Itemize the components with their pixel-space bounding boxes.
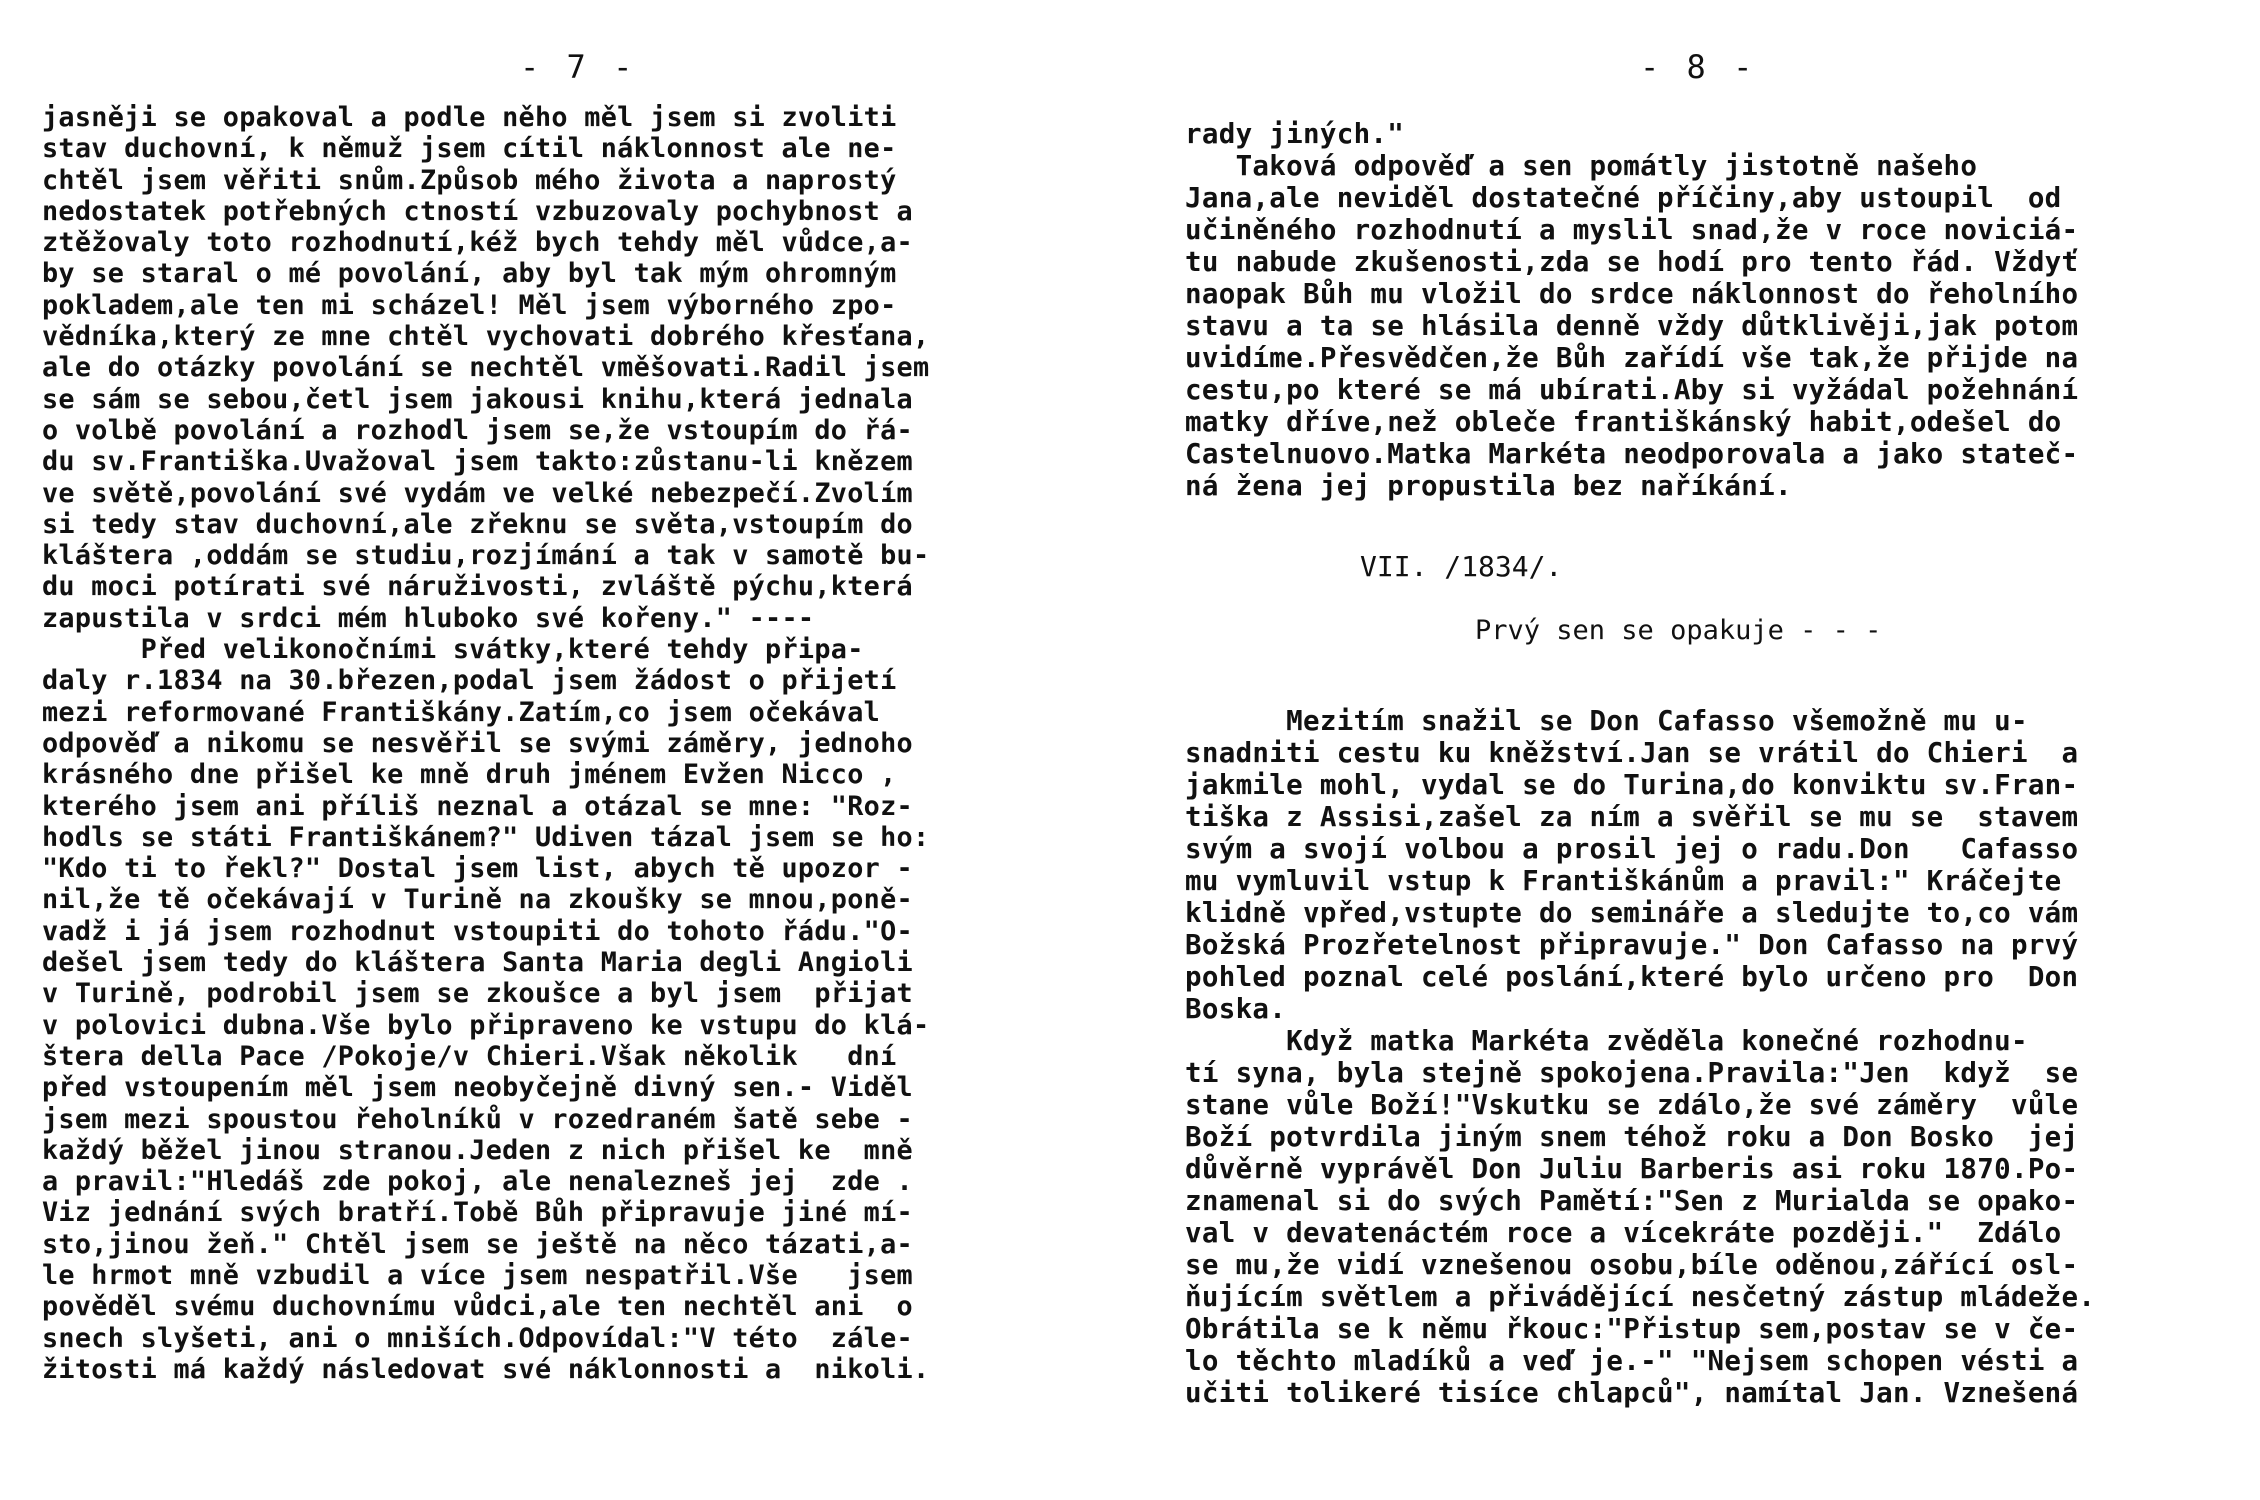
text-line: Obrátila se k němu řkouc:"Přistup sem,postav se v če-: [1185, 1313, 2079, 1345]
text-line: v Turině, podrobil jsem se zkoušce a byl jsem přijat: [42, 978, 913, 1010]
text-line: tiška z Assisi,zašel za ním a svěřil se mu se stavem: [1185, 801, 2079, 833]
text-line: Mezitím snažil se Don Cafasso všemožně mu u-: [1185, 705, 2028, 737]
text-line: důvěrně vyprávěl Don Juliu Barberis asi roku 1870.Po-: [1185, 1153, 2079, 1185]
text-line: nedostatek potřebných ctností vzbuzovaly pochybnost a: [42, 195, 913, 227]
right-page: [1130, 0, 2260, 1500]
text-line: hodls se státi Františkánem?" Udiven tázal jsem se ho:: [42, 821, 930, 853]
text-line: Viz jednání svých bratří.Tobě Bůh připravuje jiné mí-: [42, 1197, 913, 1229]
text-line: by se staral o mé povolání, aby byl tak mým ohromným: [42, 258, 897, 290]
text-line: stavu a ta se hlásila denně vždy důtklivěji,jak potom: [1185, 310, 2079, 342]
text-line: se mu,že vidí vznešenou osobu,bíle oděnou,zářící osl-: [1185, 1249, 2079, 1281]
text-line: ztěžovaly toto rozhodnutí,kéž bych tehdy měl vůdce,a-: [42, 227, 913, 259]
text-line: Taková odpověď a sen pomátly jistotně našeho: [1185, 150, 1978, 182]
text-line: jakmile mohl, vydal se do Turina,do konviktu sv.Fran-: [1185, 769, 2079, 801]
text-line: si tedy stav duchovní,ale zřeknu se světa,vstoupím do: [42, 508, 913, 540]
text-line: pohled poznal celé poslání,které bylo určeno pro Don: [1185, 961, 2079, 993]
text-line: stav duchovní, k němuž jsem cítil náklonnost ale ne-: [42, 133, 897, 165]
text-line: dešel jsem tedy do kláštera Santa Maria degli Angioli: [42, 947, 913, 979]
text-line: Jana,ale neviděl dostatečné příčiny,aby ustoupil od: [1185, 182, 2062, 214]
text-line: štera della Pace /Pokoje/v Chieri.Však několik dní: [42, 1040, 897, 1072]
text-line: naopak Bůh mu vložil do srdce náklonnost do řeholního: [1185, 278, 2079, 310]
text-line: snech slyšeti, ani o mniších.Odpovídal:"V této zále-: [42, 1322, 913, 1354]
chapter-heading: VII. /1834/.: [1360, 550, 1563, 583]
page-number: - 8 -: [1640, 48, 1757, 86]
text-line: vědníka,který ze mne chtěl vychovati dobrého křesťana,: [42, 321, 930, 353]
text-line: pokladem,ale ten mi scházel! Měl jsem výborného zpo-: [42, 289, 897, 321]
text-line: rady jiných.": [1185, 118, 1405, 150]
text-line: před vstoupením měl jsem neobyčejně divný sen.- Viděl: [42, 1072, 913, 1104]
text-line: svým a svojí volbou a prosil jej o radu.Don Cafasso: [1185, 833, 2079, 865]
text-line: jsem mezi spoustou řeholníků v rozedraném šatě sebe -: [42, 1103, 913, 1135]
text-line: du moci potírati své náruživosti, zvláště pýchu,která: [42, 571, 913, 603]
text-line: a pravil:"Hledáš zde pokoj, ale nenalezneš jej zde .: [42, 1166, 913, 1198]
text-line: o volbě povolání a rozhodl jsem se,že vstoupím do řá-: [42, 414, 913, 446]
text-line: Boska.: [1185, 993, 1287, 1025]
text-line: le hrmot mně vzbudil a více jsem nespatřil.Vše jsem: [42, 1259, 913, 1291]
text-line: znamenal si do svých Pamětí:"Sen z Murialda se opako-: [1185, 1185, 2079, 1217]
text-line: Boží potvrdila jiným snem téhož roku a Don Bosko jej: [1185, 1121, 2079, 1153]
text-line: mezi reformované Františkány.Zatím,co jsem očekával: [42, 696, 881, 728]
text-line: lo těchto mladíků a veď je.-" "Nejsem schopen vésti a: [1185, 1345, 2079, 1377]
text-line: se sám se sebou,četl jsem jakousi knihu,která jednala: [42, 383, 913, 415]
page-body-text: [1185, 705, 2095, 1409]
text-line: stane vůle Boží!"Vskutku se zdálo,že své záměry vůle: [1185, 1089, 2079, 1121]
text-line: jasněji se opakoval a podle něho měl jsem si zvoliti: [42, 102, 897, 133]
text-line: "Kdo ti to řekl?" Dostal jsem list, abych tě upozor -: [42, 853, 913, 885]
text-line: pověděl svému duchovnímu vůdci,ale ten nechtěl ani o: [42, 1291, 913, 1323]
text-line: uvidíme.Přesvědčen,že Bůh zařídí vše tak,že přijde na: [1185, 342, 2079, 374]
text-line: učiti tolikeré tisíce chlapců", namítal Jan. Vznešená: [1185, 1377, 2079, 1409]
text-line: kterého jsem ani příliš neznal a otázal se mne: "Roz-: [42, 790, 913, 822]
text-line: Když matka Markéta zvěděla konečné rozhodnu-: [1185, 1025, 2028, 1057]
page-body-text: [42, 102, 929, 1385]
page-body-text: [1185, 118, 2078, 502]
text-line: vadž i já jsem rozhodnut vstoupiti do tohoto řádu."O-: [42, 915, 913, 947]
text-line: ale do otázky povolání se nechtěl vměšovati.Radil jsem: [42, 352, 930, 384]
text-line: ňujícím světlem a přivádějící nesčetný zástup mládeže.: [1185, 1281, 2096, 1313]
text-line: krásného dne přišel ke mně druh jménem Evžen Nicco ,: [42, 759, 897, 791]
text-line: matky dříve,než obleče františkánský habit,odešel do: [1185, 406, 2062, 438]
text-line: daly r.1834 na 30.březen,podal jsem žádost o přijetí: [42, 665, 897, 697]
text-line: snadniti cestu ku kněžství.Jan se vrátil do Chieri a: [1185, 737, 2079, 769]
text-line: odpověď a nikomu se nesvěřil se svými záměry, jednoho: [42, 727, 913, 759]
chapter-subtitle: Prvý sen se opakuje - - -: [1475, 615, 1882, 646]
text-line: mu vymluvil vstup k Františkánům a pravil:" Kráčejte: [1185, 865, 2062, 897]
text-line: zapustila v srdci mém hluboko své kořeny." ----: [42, 602, 815, 634]
text-line: tu nabude zkušenosti,zda se hodí pro tento řád. Vždyť: [1185, 246, 2079, 278]
text-line: chtěl jsem věřiti snům.Způsob mého života a naprostý: [42, 164, 897, 196]
text-line: klidně vpřed,vstupte do semináře a sledujte to,co vám: [1185, 897, 2079, 929]
text-line: nil,že tě očekávají v Turině na zkoušky se mnou,poně-: [42, 884, 913, 916]
text-line: Před velikonočními svátky,které tehdy připa-: [42, 634, 864, 666]
text-line: žitosti má každý následovat své náklonnosti a nikoli.: [42, 1353, 930, 1385]
text-line: ná žena jej propustila bez naříkání.: [1185, 470, 1792, 502]
text-line: v polovici dubna.Vše bylo připraveno ke vstupu do klá-: [42, 1009, 930, 1041]
page-number: - 7 -: [520, 48, 637, 86]
text-line: každý běžel jinou stranou.Jeden z nich přišel ke mně: [42, 1134, 913, 1166]
text-line: tí syna, byla stejně spokojena.Pravila:"Jen když se: [1185, 1057, 2079, 1089]
text-line: kláštera ,oddám se studiu,rozjímání a tak v samotě bu-: [42, 540, 930, 572]
text-line: učiněného rozhodnutí a myslil snad,že v roce noviciá-: [1185, 214, 2079, 246]
text-line: Božská Prozřetelnost připravuje." Don Cafasso na prvý: [1185, 929, 2079, 961]
text-line: du sv.Františka.Uvažoval jsem takto:zůstanu-li knězem: [42, 446, 913, 478]
text-line: ve světě,povolání své vydám ve velké nebezpečí.Zvolím: [42, 477, 913, 509]
text-line: cestu,po které se má ubírati.Aby si vyžádal požehnání: [1185, 374, 2079, 406]
text-line: val v devatenáctém roce a vícekráte později." Zdálo: [1185, 1217, 2062, 1249]
text-line: sto,jinou žeň." Chtěl jsem se ještě na něco tázati,a-: [42, 1228, 913, 1260]
text-line: Castelnuovo.Matka Markéta neodporovala a jako stateč-: [1185, 438, 2079, 470]
